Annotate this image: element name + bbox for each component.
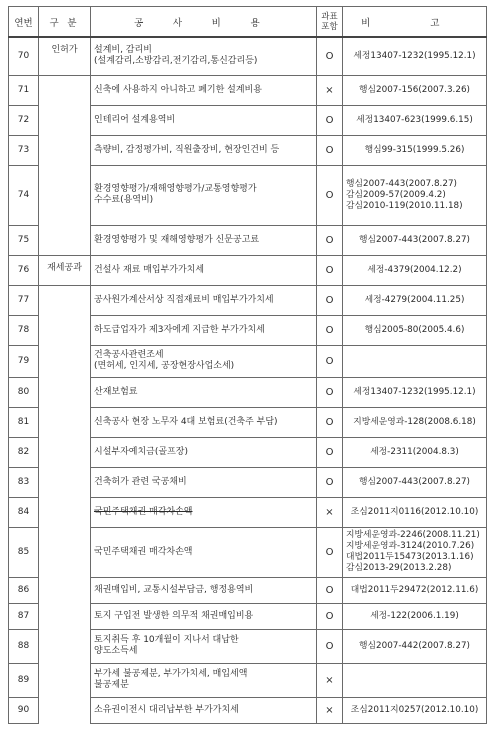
row-included-mark: × <box>317 663 343 697</box>
row-category: 인허가 <box>39 37 91 75</box>
row-cost-item: 측량비, 감정평가비, 직원출장비, 현장인건비 등 <box>91 135 317 165</box>
row-number: 75 <box>9 225 39 255</box>
row-cost-item: 국민주택채권 매각차손액 <box>91 527 317 577</box>
table-row <box>9 315 487 345</box>
row-cost-item: 국민주택채권 매각차손액 <box>91 497 317 527</box>
table-row <box>9 165 487 225</box>
row-note: 행심2007-442(2007.8.27) <box>343 629 487 663</box>
row-number: 84 <box>9 497 39 527</box>
table-row <box>9 255 487 285</box>
row-note: 행심2007-443(2007.8.27) <box>343 467 487 497</box>
row-number: 77 <box>9 285 39 315</box>
row-number: 90 <box>9 697 39 723</box>
row-note: 세정-4379(2004.12.2) <box>343 255 487 285</box>
table-row <box>9 37 487 75</box>
cost-table <box>8 6 487 724</box>
row-cost-item: 건축허가 관련 국공채비 <box>91 467 317 497</box>
row-category <box>39 225 91 255</box>
row-cost-item: 소유권이전시 대리납부한 부가가치세 <box>91 697 317 723</box>
row-note: 행심2007-443(2007.8.27) <box>343 225 487 255</box>
row-note: 세정13407-1232(1995.12.1) <box>343 377 487 407</box>
table-row <box>9 345 487 377</box>
row-cost-item: 하도급업자가 제3자에게 지급한 부가가치세 <box>91 315 317 345</box>
row-category <box>39 377 91 407</box>
table-row <box>9 577 487 603</box>
row-number: 72 <box>9 105 39 135</box>
row-included-mark: × <box>317 75 343 105</box>
table-row <box>9 437 487 467</box>
row-number: 81 <box>9 407 39 437</box>
row-cost-item: 신축에 사용하지 아니하고 폐기한 설계비용 <box>91 75 317 105</box>
row-cost-item: 공사원가계산서상 직접재료비 매입부가가치세 <box>91 285 317 315</box>
header-category: 구 분 <box>39 7 91 38</box>
row-number: 83 <box>9 467 39 497</box>
row-category <box>39 437 91 467</box>
row-category <box>39 577 91 603</box>
row-number: 85 <box>9 527 39 577</box>
row-category <box>39 105 91 135</box>
row-number: 86 <box>9 577 39 603</box>
row-category <box>39 165 91 225</box>
row-number: 80 <box>9 377 39 407</box>
row-note: 행심2005-80(2005.4.6) <box>343 315 487 345</box>
row-category <box>39 467 91 497</box>
row-category <box>39 663 91 697</box>
row-included-mark: O <box>317 255 343 285</box>
row-included-mark: O <box>317 105 343 135</box>
row-number: 76 <box>9 255 39 285</box>
row-included-mark: O <box>317 629 343 663</box>
row-number: 73 <box>9 135 39 165</box>
row-category <box>39 75 91 105</box>
row-cost-item: 건축공사관련조세 (면허세, 인지세, 공장현장사업소세) <box>91 345 317 377</box>
row-note: 세정-2311(2004.8.3) <box>343 437 487 467</box>
row-note: 세정-4279(2004.11.25) <box>343 285 487 315</box>
table-row <box>9 75 487 105</box>
row-category <box>39 629 91 663</box>
row-cost-item: 환경영향평가 및 재해영향평가 신문공고료 <box>91 225 317 255</box>
row-included-mark: O <box>317 377 343 407</box>
table-row <box>9 663 487 697</box>
table-row <box>9 697 487 723</box>
table-row <box>9 629 487 663</box>
row-category: 재세공과 <box>39 255 91 285</box>
row-note <box>343 345 487 377</box>
table-row <box>9 527 487 577</box>
row-included-mark: O <box>317 437 343 467</box>
row-cost-item: 설계비, 감리비 (설계감리,소방감리,전기감리,통신감리등) <box>91 37 317 75</box>
row-cost-item: 건설사 재료 매입부가가치세 <box>91 255 317 285</box>
row-included-mark: O <box>317 467 343 497</box>
row-included-mark: × <box>317 497 343 527</box>
row-cost-item: 부가세 불공제분, 부가가치세, 매입세액 불공제분 <box>91 663 317 697</box>
row-cost-item: 토지 구입전 발생한 의무적 채권매입비용 <box>91 603 317 629</box>
row-category <box>39 603 91 629</box>
row-number: 74 <box>9 165 39 225</box>
table-row <box>9 407 487 437</box>
row-category <box>39 285 91 315</box>
row-cost-item: 환경영향평가/재해영향평가/교통영향평가 수수료(용역비) <box>91 165 317 225</box>
table-row <box>9 225 487 255</box>
row-cost-item: 시설부자예치금(골프장) <box>91 437 317 467</box>
table-row <box>9 135 487 165</box>
row-number: 87 <box>9 603 39 629</box>
row-number: 88 <box>9 629 39 663</box>
table-row <box>9 467 487 497</box>
row-included-mark: O <box>317 527 343 577</box>
header-cost: 공 사 비 용 <box>91 7 317 38</box>
row-category <box>39 497 91 527</box>
row-note: 행심2007-443(2007.8.27) 감심2009-57(2009.4.2) 감심2010-119(2010.11.18) <box>343 165 487 225</box>
row-included-mark: × <box>317 697 343 723</box>
row-note: 조심2011지0257(2012.10.10) <box>343 697 487 723</box>
row-included-mark: O <box>317 165 343 225</box>
row-cost-item: 인테리어 설계용역비 <box>91 105 317 135</box>
row-category <box>39 345 91 377</box>
row-included-mark: O <box>317 345 343 377</box>
table-row <box>9 497 487 527</box>
row-note: 행심2007-156(2007.3.26) <box>343 75 487 105</box>
table-row <box>9 105 487 135</box>
row-cost-item: 신축공사 현장 노무자 4대 보험료(건축주 부담) <box>91 407 317 437</box>
row-note: 대법2011두29472(2012.11.6) <box>343 577 487 603</box>
table-row <box>9 603 487 629</box>
header-note: 비 고 <box>343 7 487 38</box>
row-category <box>39 527 91 577</box>
row-included-mark: O <box>317 577 343 603</box>
row-included-mark: O <box>317 225 343 255</box>
row-category <box>39 697 91 723</box>
table-row <box>9 377 487 407</box>
row-note: 세정13407-1232(1995.12.1) <box>343 37 487 75</box>
table-row <box>9 285 487 315</box>
row-category <box>39 315 91 345</box>
row-number: 71 <box>9 75 39 105</box>
row-note: 지방세운영과-128(2008.6.18) <box>343 407 487 437</box>
row-note: 세정-122(2006.1.19) <box>343 603 487 629</box>
row-included-mark: O <box>317 37 343 75</box>
row-number: 79 <box>9 345 39 377</box>
row-included-mark: O <box>317 315 343 345</box>
row-category <box>39 407 91 437</box>
header-no: 연번 <box>9 7 39 38</box>
header-included: 과표 포함 <box>317 7 343 38</box>
row-number: 82 <box>9 437 39 467</box>
row-number: 70 <box>9 37 39 75</box>
row-included-mark: O <box>317 407 343 437</box>
row-included-mark: O <box>317 603 343 629</box>
row-note: 세정13407-623(1999.6.15) <box>343 105 487 135</box>
row-note: 지방세운영과-2246(2008.11.21) 지방세운영과-3124(2010.7.26) 대법2011두15473(2013.1.16) 감심2013-29(2013.2.28) <box>343 527 487 577</box>
row-included-mark: O <box>317 135 343 165</box>
table-header-row <box>9 7 487 38</box>
row-cost-item: 채권매입비, 교통시설부담금, 행정용역비 <box>91 577 317 603</box>
row-included-mark: O <box>317 285 343 315</box>
row-number: 78 <box>9 315 39 345</box>
row-cost-item: 토지취득 후 10개월이 지나서 대납한 양도소득세 <box>91 629 317 663</box>
row-note <box>343 663 487 697</box>
row-cost-item: 산재보험료 <box>91 377 317 407</box>
row-note: 조심2011지0116(2012.10.10) <box>343 497 487 527</box>
row-note: 행심99-315(1999.5.26) <box>343 135 487 165</box>
row-category <box>39 135 91 165</box>
row-number: 89 <box>9 663 39 697</box>
